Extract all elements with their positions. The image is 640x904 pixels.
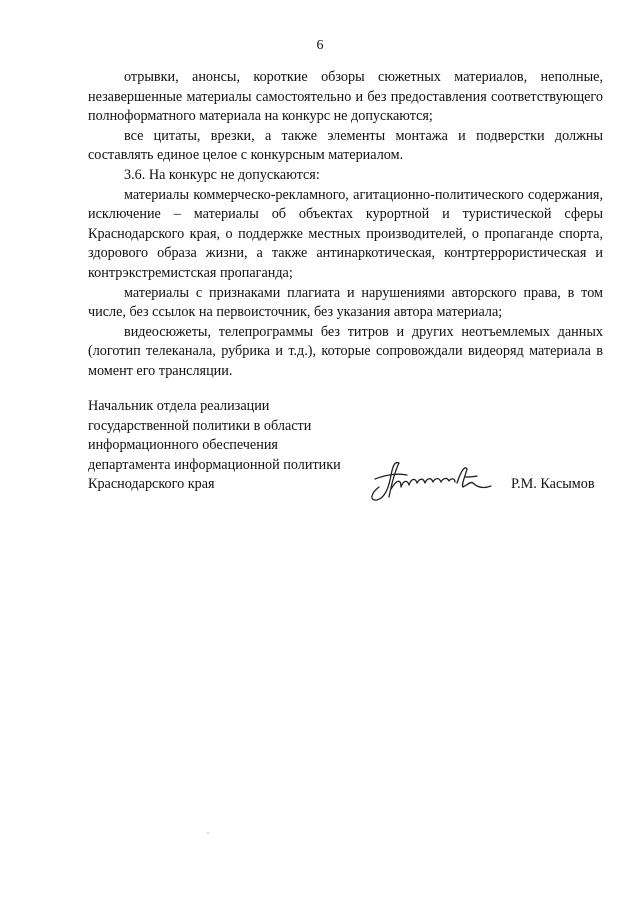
scan-artifact <box>207 832 209 834</box>
signature-block <box>88 397 608 495</box>
signer-title-line: Краснодарского края <box>88 476 215 493</box>
paragraph-quotes: все цитаты, врезки, а также элементы монтажа и подверстки должны составлять единое целое с конкурсным материалом. <box>88 127 603 164</box>
page-number: 6 <box>316 38 324 53</box>
signer-title-line: информационного обеспечения <box>88 437 278 454</box>
paragraph-plagiarism: материалы с признаками плагиата и нарушениями авторского права, в том числе, без ссылок на первоисточник, без указания автора материала; <box>88 284 603 321</box>
handwritten-signature <box>365 453 495 505</box>
paragraph-commercial-materials: материалы коммерческо-рекламного, агитационно-политического содержания, исключение – материалы об объектах курортной и туристической сферы Краснодарского края, о поддержке местных производителей, о пропаганде спорта, здорового образа жизни, а также антинаркотическая, контртеррористическая и контрэкстремистская пропаганда; <box>88 186 603 281</box>
signer-name: Р.М. Касымов <box>511 476 595 493</box>
document-body <box>88 68 603 382</box>
paragraph-videos: видеосюжеты, телепрограммы без титров и других неотъемлемых данных (логотип телеканала, рубрика и т.д.), которые сопровождали видеоряд материала в момент его трансляции. <box>88 323 603 379</box>
signer-title-line: департамента информационной политики <box>88 456 341 473</box>
signature-row <box>88 475 608 495</box>
signer-title-line: государственной политики в области <box>88 417 312 434</box>
paragraph-excerpts: отрывки, анонсы, короткие обзоры сюжетных материалов, неполные, незавершенные материалы самостоятельно и без предоставления соответствующего полноформатного материала на конкурс не допускаются; <box>88 69 603 125</box>
signer-title-line: Начальник отдела реализации <box>88 398 270 414</box>
section-3-6-heading: 3.6. На конкурс не допускаются: <box>124 166 320 183</box>
